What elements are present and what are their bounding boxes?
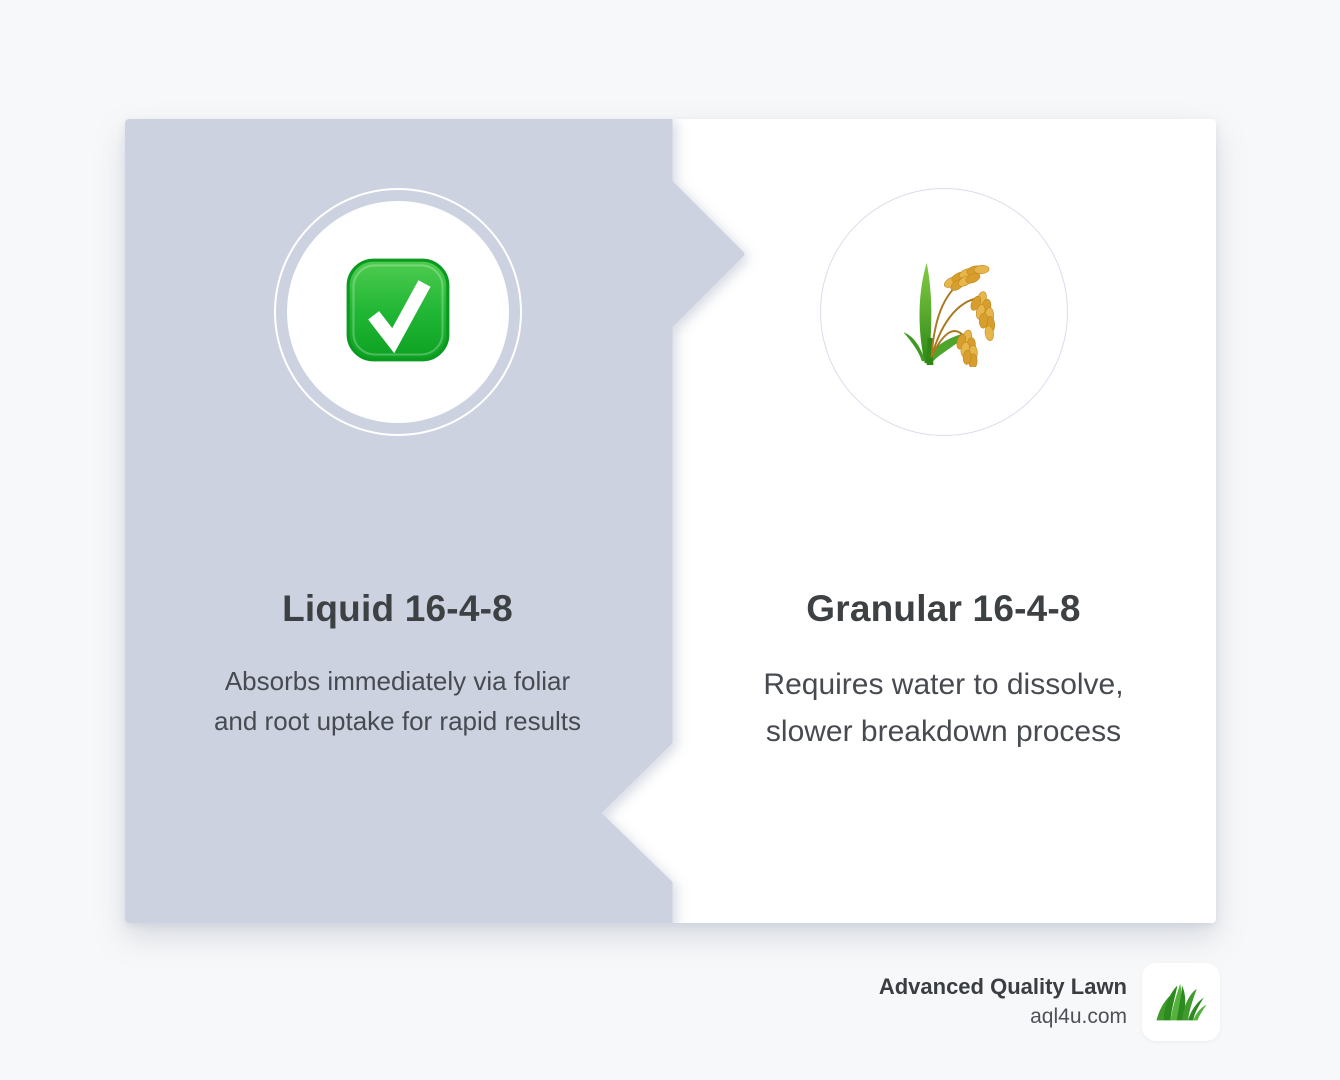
liquid-title: Liquid 16-4-8 bbox=[282, 587, 513, 629]
granular-description-line-1: Requires water to dissolve, bbox=[763, 668, 1124, 701]
liquid-description-line-2: and root uptake for rapid results bbox=[213, 706, 582, 736]
check-mark-button-icon bbox=[345, 257, 451, 363]
granular-description bbox=[671, 661, 1216, 755]
grass-icon bbox=[1153, 981, 1209, 1023]
footer-branding bbox=[879, 963, 1220, 1041]
sheaf-of-rice-icon bbox=[890, 255, 998, 367]
granular-title: Granular 16-4-8 bbox=[806, 587, 1081, 629]
brand-website: aql4u.com bbox=[1030, 1005, 1127, 1028]
brand-logo-box bbox=[1142, 963, 1220, 1041]
footer-text bbox=[879, 972, 1127, 1032]
liquid-icon-circle bbox=[287, 201, 509, 423]
panel-liquid bbox=[125, 119, 670, 923]
comparison-card bbox=[125, 119, 1216, 923]
liquid-description-line-1: Absorbs immediately via foliar bbox=[224, 666, 571, 696]
granular-description-line-2: slower breakdown process bbox=[765, 715, 1122, 748]
granular-icon-circle bbox=[820, 188, 1068, 436]
liquid-icon-ring bbox=[274, 188, 522, 436]
brand-name: Advanced Quality Lawn bbox=[878, 974, 1127, 999]
panel-granular bbox=[671, 119, 1216, 923]
liquid-description bbox=[125, 661, 670, 741]
